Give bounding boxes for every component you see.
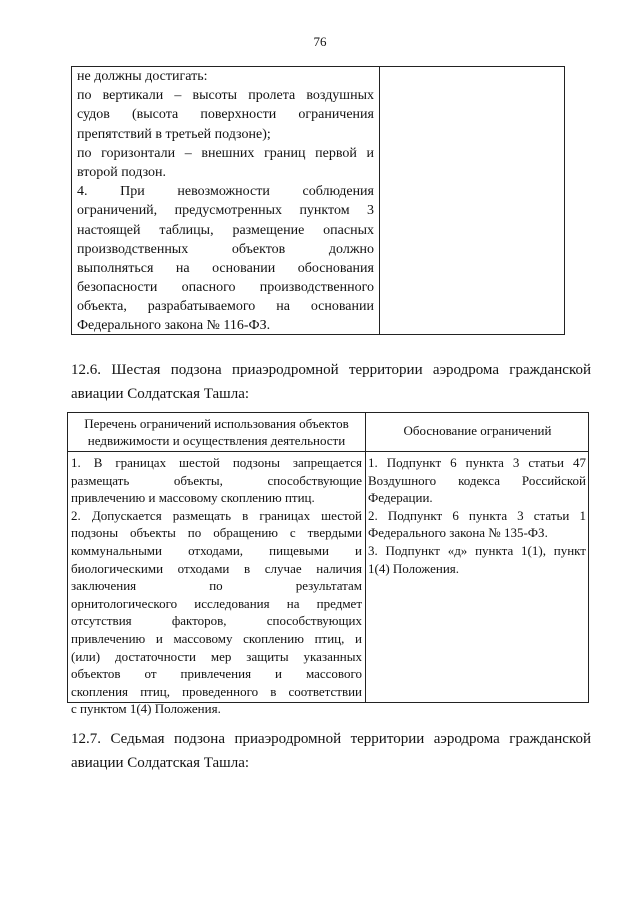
restriction-line: привлечению и массовому скоплению птиц, и xyxy=(71,630,362,646)
column-divider xyxy=(365,413,366,702)
restriction-line: скопления птиц, проведенного в соответствии xyxy=(71,683,362,699)
restriction-line: Федерального закона № 116-ФЗ. xyxy=(77,318,271,334)
restriction-line: по вертикали – высоты пролета воздушных xyxy=(77,88,374,104)
restrictions-cell xyxy=(77,67,374,336)
restriction-line: размещать объекты, способствующие xyxy=(71,472,362,488)
restriction-line: производственных объектов должно xyxy=(77,241,374,257)
restriction-line: биологическими отходами в случае наличия xyxy=(71,560,362,576)
restriction-line: орнитологического исследования на предмет xyxy=(71,595,362,611)
restriction-line: объектов от привлечения и массового xyxy=(71,666,362,682)
sixth-subzone-table xyxy=(67,412,589,717)
section-heading-12-6 xyxy=(71,359,591,407)
heading-line: 12.7. Седьмая подзона приаэродромной территории аэродрома гражданской xyxy=(71,731,591,747)
heading-line: авиации Солдатская Ташла: xyxy=(71,755,250,771)
restriction-line: 2. Допускается размещать в границах шестой xyxy=(71,507,362,523)
restriction-line: подзоны объекты по обращению с твердыми xyxy=(71,525,362,541)
section-heading-12-7 xyxy=(71,728,591,776)
restriction-line: второй подзон. xyxy=(77,164,167,180)
justification-line: Федерации. xyxy=(368,490,433,506)
restrictions-table-continued xyxy=(71,66,565,335)
heading-line: 12.6. Шестая подзона приаэродромной территории аэродрома гражданской xyxy=(71,362,591,378)
justification-line: 1(4) Положения. xyxy=(368,560,460,576)
restriction-line: ограничений, предусмотренных пунктом 3 xyxy=(77,203,374,219)
justification-line: 3. Подпункт «д» пункта 1(1), пункт xyxy=(368,542,586,558)
restriction-line: отсутствия факторов, способствующих xyxy=(71,613,362,629)
restriction-line: выполняться на основании обоснования xyxy=(77,260,374,276)
restriction-line: коммунальными отходами, пищевыми и xyxy=(71,542,362,558)
restriction-line: с пунктом 1(4) Положения. xyxy=(71,701,221,717)
justification-line: 2. Подпункт 6 пункта 3 статьи 1 xyxy=(368,507,586,523)
heading-line: авиации Солдатская Ташла: xyxy=(71,386,250,402)
restriction-line: заключения по результатам xyxy=(71,578,362,594)
restriction-line: настоящей таблицы, размещение опасных xyxy=(77,222,374,238)
restriction-line: по горизонтали – внешних границ первой и xyxy=(77,145,374,161)
header-line: недвижимости и осуществления деятельности xyxy=(87,432,346,448)
column-header-justification: Обоснование ограничений xyxy=(403,423,552,438)
header-divider xyxy=(68,451,588,452)
justification-cell xyxy=(368,454,586,577)
restriction-line: объекта, разрабатываемого на основании xyxy=(77,299,374,315)
justification-line: Воздушного кодекса Российской xyxy=(368,472,586,488)
column-header-restrictions xyxy=(70,416,363,449)
restriction-line: судов (высота поверхности ограничения xyxy=(77,107,374,123)
restriction-line: (или) достаточности мер защиты указанных xyxy=(71,648,362,664)
restriction-line: привлечению и массовому скоплению птиц. xyxy=(71,490,315,506)
restrictions-cell xyxy=(71,454,362,718)
header-line: Перечень ограничений использования объектов xyxy=(84,416,349,431)
restriction-line: безопасности опасного производственного xyxy=(77,280,374,296)
restriction-line: 4. При невозможности соблюдения xyxy=(77,184,374,200)
column-divider xyxy=(379,67,380,334)
page-number: 76 xyxy=(313,34,327,49)
justification-line: 1. Подпункт 6 пункта 3 статьи 47 xyxy=(368,455,586,470)
restriction-line: 1. В границах шестой подзоны запрещается xyxy=(71,455,362,470)
restriction-line: препятствий в третьей подзоне); xyxy=(77,126,271,142)
justification-line: Федерального закона № 135-ФЗ. xyxy=(368,525,548,541)
restriction-line: не должны достигать: xyxy=(77,69,208,84)
